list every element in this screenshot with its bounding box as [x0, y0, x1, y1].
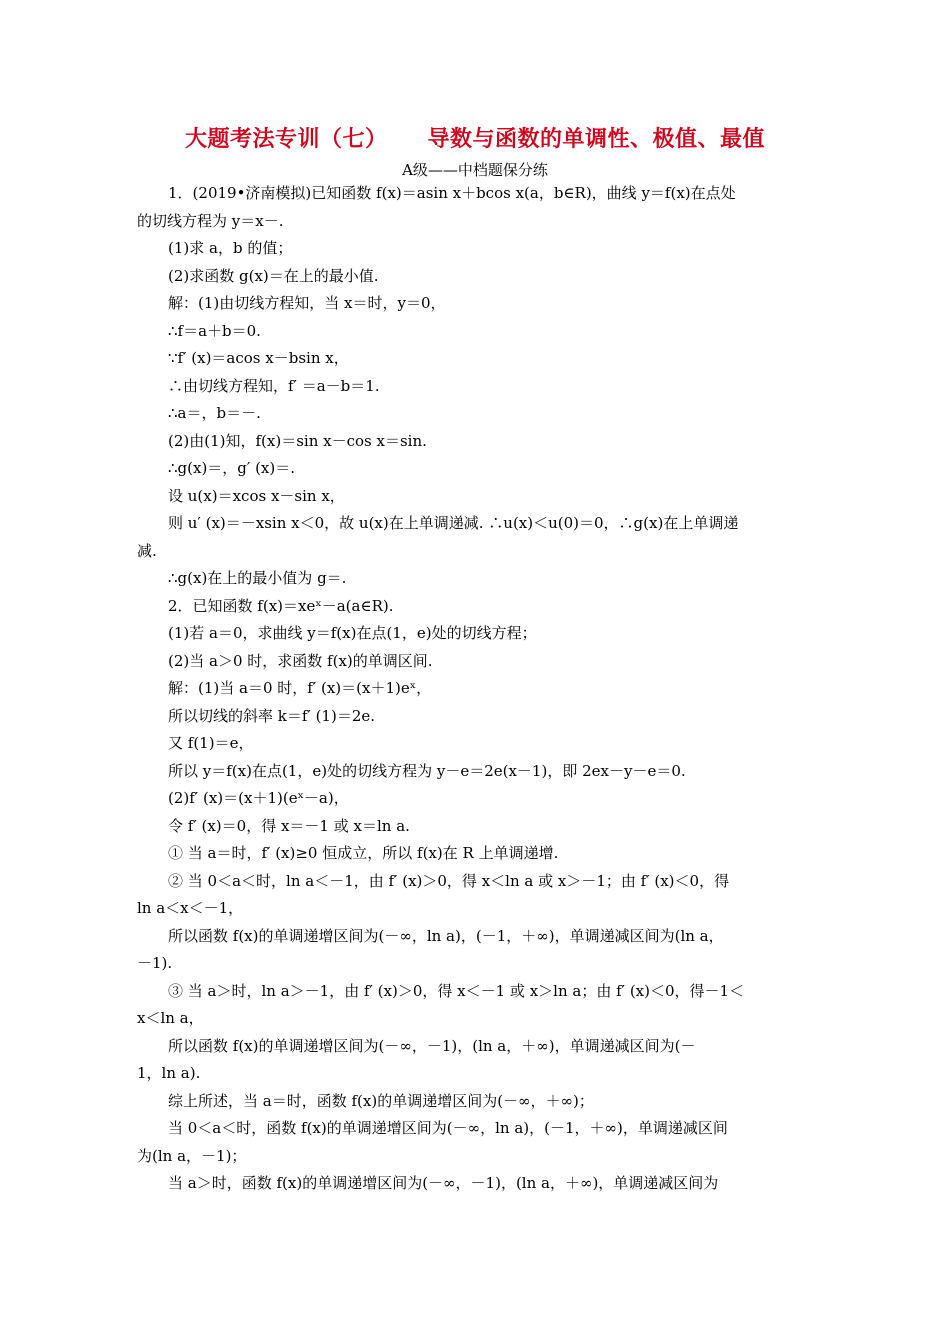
text-line: ∴g(x)在上的最小值为 g＝.	[168, 569, 347, 587]
text-line: (2)由(1)知，f(x)＝sin x－cos x＝sin.	[168, 431, 427, 450]
text-line: (2)当 a＞0 时，求函数 f(x)的单调区间.	[168, 651, 433, 670]
text-line: 又 f(1)＝e，	[168, 734, 254, 752]
text-line: (2)求函数 g(x)＝在上的最小值.	[168, 266, 379, 285]
text-line: 所以函数 f(x)的单调递增区间为(－∞，－1)，(ln a，＋∞)，单调递减区间为(－	[168, 1036, 696, 1055]
text-line: 解：(1)由切线方程知，当 x＝时，y＝0，	[168, 294, 446, 312]
text-line: 2．已知函数 f(x)＝xeˣ－a(a∈R).	[168, 596, 394, 615]
text-line: 1．(2019•济南模拟)已知函数 f(x)＝asin x＋bcos x(a，b∈R)，曲线 y＝f(x)在点处	[168, 184, 736, 202]
text-line: ∴f＝a＋b＝0.	[168, 321, 261, 340]
title-left: 大题考法专训（七）	[184, 127, 388, 152]
document-body	[137, 180, 815, 1198]
text-line: (1)求 a，b 的值；	[168, 239, 293, 257]
text-line: ∴a＝，b＝－.	[168, 404, 261, 422]
text-line: 所以函数 f(x)的单调递增区间为(－∞，ln a)，(－1，＋∞)，单调递减区间为(ln a，	[168, 926, 724, 945]
text-line: ln a＜x＜－1，	[137, 899, 244, 917]
text-line: 当 0＜a＜时，函数 f(x)的单调递增区间为(－∞，ln a)，(－1，＋∞)，单调递减区间	[168, 1119, 728, 1137]
text-line: 令 f′ (x)＝0，得 x＝－1 或 x＝ln a.	[168, 816, 410, 835]
title-right: 导数与函数的单调性、极值、最值	[427, 127, 766, 152]
text-line: 为(ln a，－1)；	[137, 1146, 247, 1165]
text-line: x＜ln a，	[137, 1009, 204, 1027]
text-line: ∴由切线方程知，f′ ＝a－b＝1.	[168, 376, 380, 395]
text-line: ∴g(x)＝，g′ (x)＝.	[168, 459, 296, 477]
text-line: 1，ln a).	[137, 1064, 201, 1082]
text-line: 减.	[137, 541, 157, 560]
text-line: ① 当 a＝时，f′ (x)≥0 恒成立，所以 f(x)在 R 上单调递增.	[168, 844, 559, 862]
text-line: 则 u′ (x)＝－xsin x＜0，故 u(x)在上单调递减. ∴u(x)＜u(0)＝0，∴g(x)在上单调递	[168, 514, 739, 532]
text-line: 设 u(x)＝xcos x－sin x，	[168, 486, 345, 505]
text-line: 解：(1)当 a＝0 时，f′ (x)＝(x＋1)eˣ，	[168, 679, 432, 697]
text-line: 所以切线的斜率 k＝f′ (1)＝2e.	[168, 706, 376, 725]
text-line: 的切线方程为 y＝x－.	[137, 211, 284, 230]
section-subtitle: A级——中档题保分练	[402, 161, 548, 179]
text-line: (1)若 a＝0，求曲线 y＝f(x)在点(1，e)处的切线方程；	[168, 624, 537, 642]
text-line: －1).	[137, 954, 173, 972]
text-line: ∵f′ (x)＝acos x－bsin x，	[168, 349, 349, 367]
text-line: ③ 当 a＞时，ln a＞－1，由 f′ (x)＞0，得 x＜－1 或 x＞ln a；由 f′ (x)＜0，得－1＜	[168, 981, 745, 1000]
text-line: 当 a＞时，函数 f(x)的单调递增区间为(－∞，－1)，(ln a，＋∞)，单调递减区间为	[168, 1174, 719, 1192]
text-line: 所以 y＝f(x)在点(1，e)处的切线方程为 y－e＝2e(x－1)，即 2ex－y－e＝0.	[168, 761, 686, 780]
page-title	[0, 122, 950, 153]
text-line: (2)f′ (x)＝(x＋1)(eˣ－a)，	[168, 789, 349, 807]
text-line: 综上所述，当 a＝时，函数 f(x)的单调递增区间为(－∞，＋∞)；	[168, 1091, 594, 1110]
text-line: ② 当 0＜a＜时，ln a＜－1，由 f′ (x)＞0，得 x＜ln a 或 x＞－1；由 f′ (x)＜0，得	[168, 871, 730, 890]
